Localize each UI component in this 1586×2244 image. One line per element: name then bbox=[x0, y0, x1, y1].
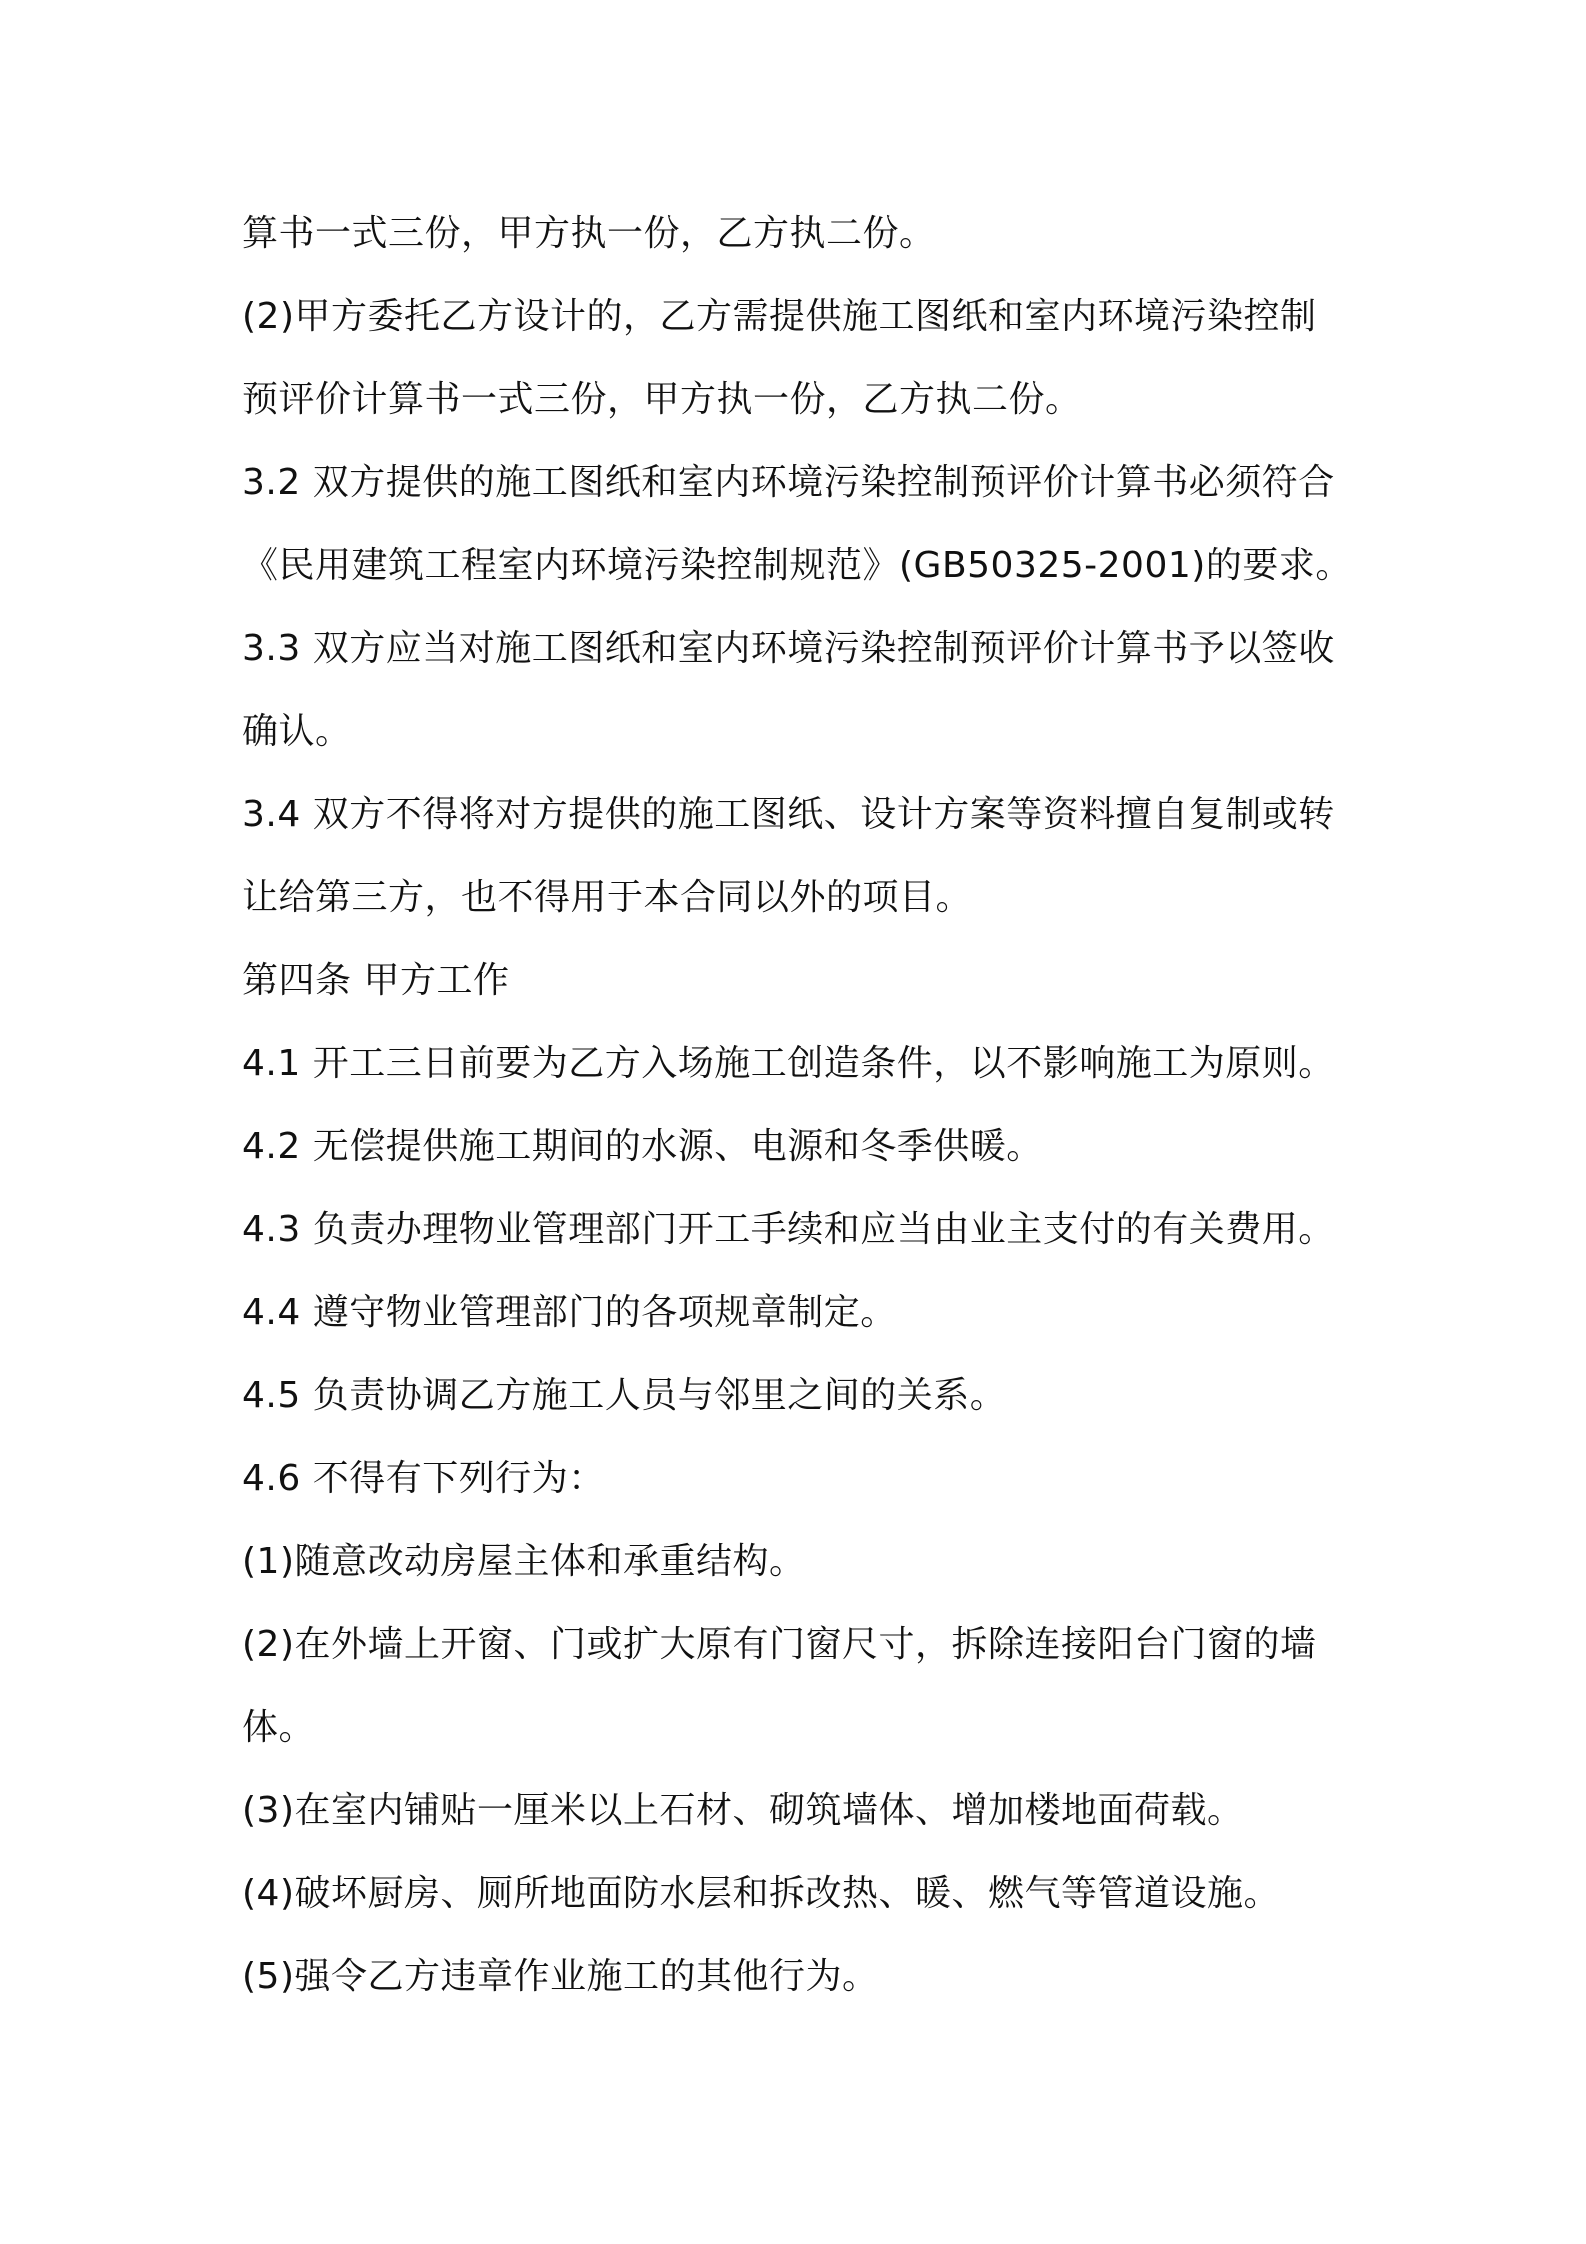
text-line: 4.4 遵守物业管理部门的各项规章制定。 bbox=[242, 1292, 897, 1333]
text-line: (3)在室内铺贴一厘米以上石材、砌筑墙体、增加楼地面荷载。 bbox=[242, 1790, 1244, 1831]
text-line: 3.2 双方提供的施工图纸和室内环境污染控制预评价计算书必须符合 bbox=[242, 462, 1335, 503]
text-line: 体。 bbox=[242, 1707, 316, 1748]
text-line: 4.6 不得有下列行为： bbox=[242, 1458, 605, 1499]
contract-text bbox=[242, 192, 1362, 2018]
text-line: 预评价计算书一式三份，甲方执一份，乙方执二份。 bbox=[242, 379, 1082, 420]
text-line: (4)破坏厨房、厕所地面防水层和拆改热、暖、燃气等管道设施。 bbox=[242, 1873, 1280, 1914]
text-line: 3.4 双方不得将对方提供的施工图纸、设计方案等资料擅自复制或转 bbox=[242, 794, 1335, 835]
text-line: 4.2 无偿提供施工期间的水源、电源和冬季供暖。 bbox=[242, 1126, 1043, 1167]
text-line: (1)随意改动房屋主体和承重结构。 bbox=[242, 1541, 806, 1582]
text-line: 4.5 负责协调乙方施工人员与邻里之间的关系。 bbox=[242, 1375, 1007, 1416]
text-line: 确认。 bbox=[242, 711, 352, 752]
text-line: 3.3 双方应当对施工图纸和室内环境污染控制预评价计算书予以签收 bbox=[242, 628, 1335, 669]
text-line: 《民用建筑工程室内环境污染控制规范》(GB50325-2001)的要求。 bbox=[242, 545, 1352, 586]
text-line: 算书一式三份，甲方执一份，乙方执二份。 bbox=[242, 213, 936, 254]
text-line: 4.3 负责办理物业管理部门开工手续和应当由业主支付的有关费用。 bbox=[242, 1209, 1335, 1250]
text-line: 让给第三方，也不得用于本合同以外的项目。 bbox=[242, 877, 973, 918]
text-line: (2)甲方委托乙方设计的，乙方需提供施工图纸和室内环境污染控制 bbox=[242, 296, 1317, 337]
text-line: (5)强令乙方违章作业施工的其他行为。 bbox=[242, 1956, 879, 1997]
text-line: (2)在外墙上开窗、门或扩大原有门窗尺寸，拆除连接阳台门窗的墙 bbox=[242, 1624, 1317, 1665]
text-line: 4.1 开工三日前要为乙方入场施工创造条件，以不影响施工为原则。 bbox=[242, 1043, 1335, 1084]
section-heading: 第四条 甲方工作 bbox=[242, 960, 510, 1001]
